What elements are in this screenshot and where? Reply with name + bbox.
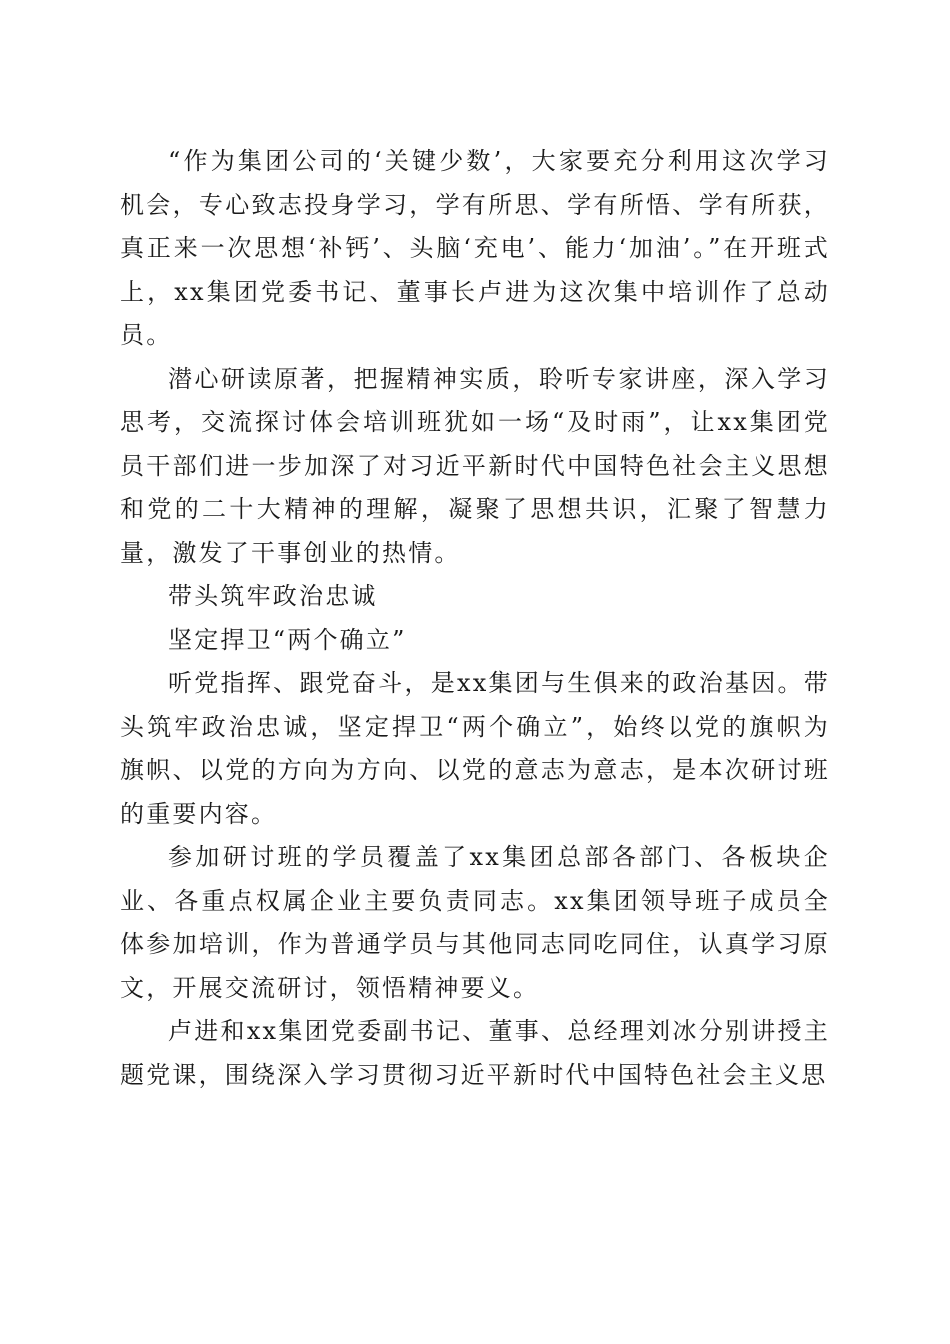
document-body [120,140,830,1097]
paragraph-training-summary: 潜心研读原著，把握精神实质，聆听专家讲座，深入学习思考，交流探讨体会培训班犹如一场“及时雨”，让xx集团党员干部们进一步加深了对习近平新时代中国特色社会主义思想和党的二十大精神的理解，凝聚了思想共识，汇聚了智慧力量，激发了干事创业的热情。 [120,364,830,567]
paragraph-political-gene: 听党指挥、跟党奋斗，是xx集团与生俱来的政治基因。带头筑牢政治忠诚，坚定捍卫“两个确立”，始终以党的旗帜为旗帜、以党的方向为方向、以党的意志为意志，是本次研讨班的重要内容。 [120,669,830,828]
paragraph-opening-quote: “作为集团公司的‘关键少数’，大家要充分利用这次学习机会，专心致志投身学习，学有所思、学有所悟、学有所获，真正来一次思想‘补钙’、头脑‘充电’、能力‘加油’。”在开班式上，xx集团党委书记、董事长卢进为这次集中培训作了总动员。 [120,147,830,349]
paragraph-party-lectures: 卢进和xx集团党委副书记、董事、总经理刘冰分别讲授主题党课，围绕深入学习贯彻习近平新时代中国特色社会主义思 [120,1017,830,1089]
section-heading-political-loyalty: 带头筑牢政治忠诚 [168,582,378,610]
section-heading-two-establishments: 坚定捍卫“两个确立” [168,625,407,654]
paragraph-participants: 参加研讨班的学员覆盖了xx集团总部各部门、各板块企业、各重点权属企业主要负责同志。xx集团领导班子成员全体参加培训，作为普通学员与其他同志同吃同住，认真学习原文，开展交流研讨，领悟精神要义。 [120,843,830,1002]
